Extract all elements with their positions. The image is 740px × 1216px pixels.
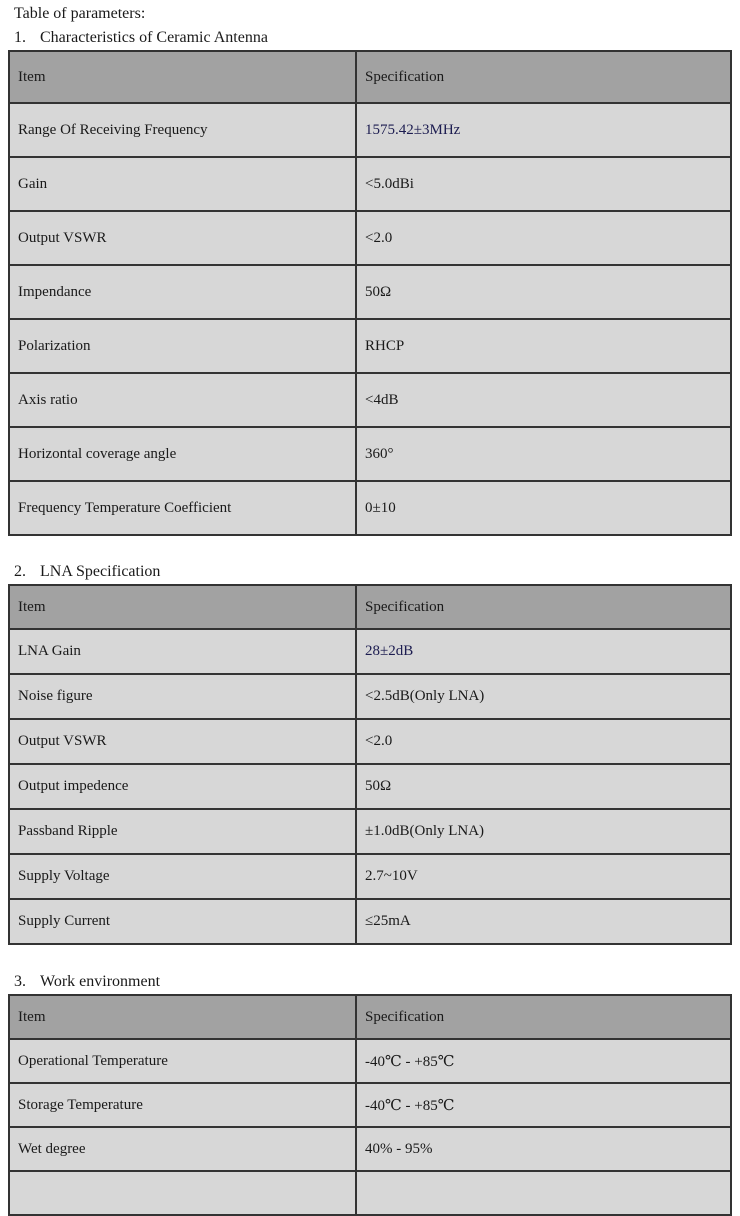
item-cell: Horizontal coverage angle (9, 427, 356, 481)
table-row (9, 427, 731, 481)
item-cell: Output VSWR (9, 211, 356, 265)
item-cell: Frequency Temperature Coefficient (9, 481, 356, 535)
spec-cell: ±1.0dB(Only LNA) (356, 809, 731, 854)
item-cell: Axis ratio (9, 373, 356, 427)
table-row (9, 103, 731, 157)
spec-cell: ≤25mA (356, 899, 731, 944)
spec-cell: <2.5dB(Only LNA) (356, 674, 731, 719)
section-title: Work environment (40, 973, 161, 990)
table-row (9, 1083, 731, 1127)
spec-cell: <2.0 (356, 719, 731, 764)
table-row (9, 764, 731, 809)
spec-cell: 40% - 95% (356, 1127, 731, 1171)
spec-cell: -40℃ - +85℃ (356, 1039, 731, 1083)
table-row (9, 719, 731, 764)
table-row (9, 265, 731, 319)
item-cell: Polarization (9, 319, 356, 373)
spec-cell: 1575.42±3MHz (356, 103, 731, 157)
spec-cell: <4dB (356, 373, 731, 427)
page-title: Table of parameters: (14, 5, 146, 22)
table-row (9, 157, 731, 211)
section-title: Characteristics of Ceramic Antenna (40, 29, 268, 46)
item-cell: Passband Ripple (9, 809, 356, 854)
section-number: 3. (14, 973, 26, 990)
header-row (9, 585, 731, 629)
table-row (9, 899, 731, 944)
item-cell: Operational Temperature (9, 1039, 356, 1083)
table-row (9, 1039, 731, 1083)
item-cell: Output impedence (9, 764, 356, 809)
column-header-specification: Specification (356, 585, 731, 629)
spec-cell: 360° (356, 427, 731, 481)
section-title: LNA Specification (40, 563, 161, 580)
spec-cell: 50Ω (356, 265, 731, 319)
column-header-specification: Specification (356, 51, 731, 103)
column-header-item: Item (9, 585, 356, 629)
lna-specification-table (8, 584, 732, 945)
item-cell: Output VSWR (9, 719, 356, 764)
item-cell (9, 1171, 356, 1215)
table-row (9, 1127, 731, 1171)
table-row-partial (9, 1171, 731, 1215)
spec-cell: 2.7~10V (356, 854, 731, 899)
header-row (9, 51, 731, 103)
column-header-item: Item (9, 51, 356, 103)
section-number: 2. (14, 563, 26, 580)
section-number: 1. (14, 29, 26, 46)
spec-cell: 50Ω (356, 764, 731, 809)
spec-cell (356, 1171, 731, 1215)
table-row (9, 373, 731, 427)
section-heading-ceramic-antenna (14, 27, 732, 48)
spec-cell: <5.0dBi (356, 157, 731, 211)
item-cell: Impendance (9, 265, 356, 319)
section-heading-lna (14, 561, 732, 582)
table-row (9, 854, 731, 899)
column-header-specification: Specification (356, 995, 731, 1039)
spec-cell: RHCP (356, 319, 731, 373)
item-cell: LNA Gain (9, 629, 356, 674)
work-environment-table (8, 994, 732, 1216)
item-cell: Range Of Receiving Frequency (9, 103, 356, 157)
table-row (9, 481, 731, 535)
section-heading-work-environment (14, 971, 732, 992)
item-cell: Noise figure (9, 674, 356, 719)
item-cell: Storage Temperature (9, 1083, 356, 1127)
header-row (9, 995, 731, 1039)
table-row (9, 319, 731, 373)
table-row (9, 809, 731, 854)
spec-cell: 0±10 (356, 481, 731, 535)
spec-cell: 28±2dB (356, 629, 731, 674)
spec-cell: <2.0 (356, 211, 731, 265)
spec-cell: -40℃ - +85℃ (356, 1083, 731, 1127)
ceramic-antenna-table (8, 50, 732, 536)
table-row (9, 629, 731, 674)
item-cell: Wet degree (9, 1127, 356, 1171)
table-row (9, 211, 731, 265)
item-cell: Gain (9, 157, 356, 211)
item-cell: Supply Voltage (9, 854, 356, 899)
item-cell: Supply Current (9, 899, 356, 944)
table-row (9, 674, 731, 719)
column-header-item: Item (9, 995, 356, 1039)
